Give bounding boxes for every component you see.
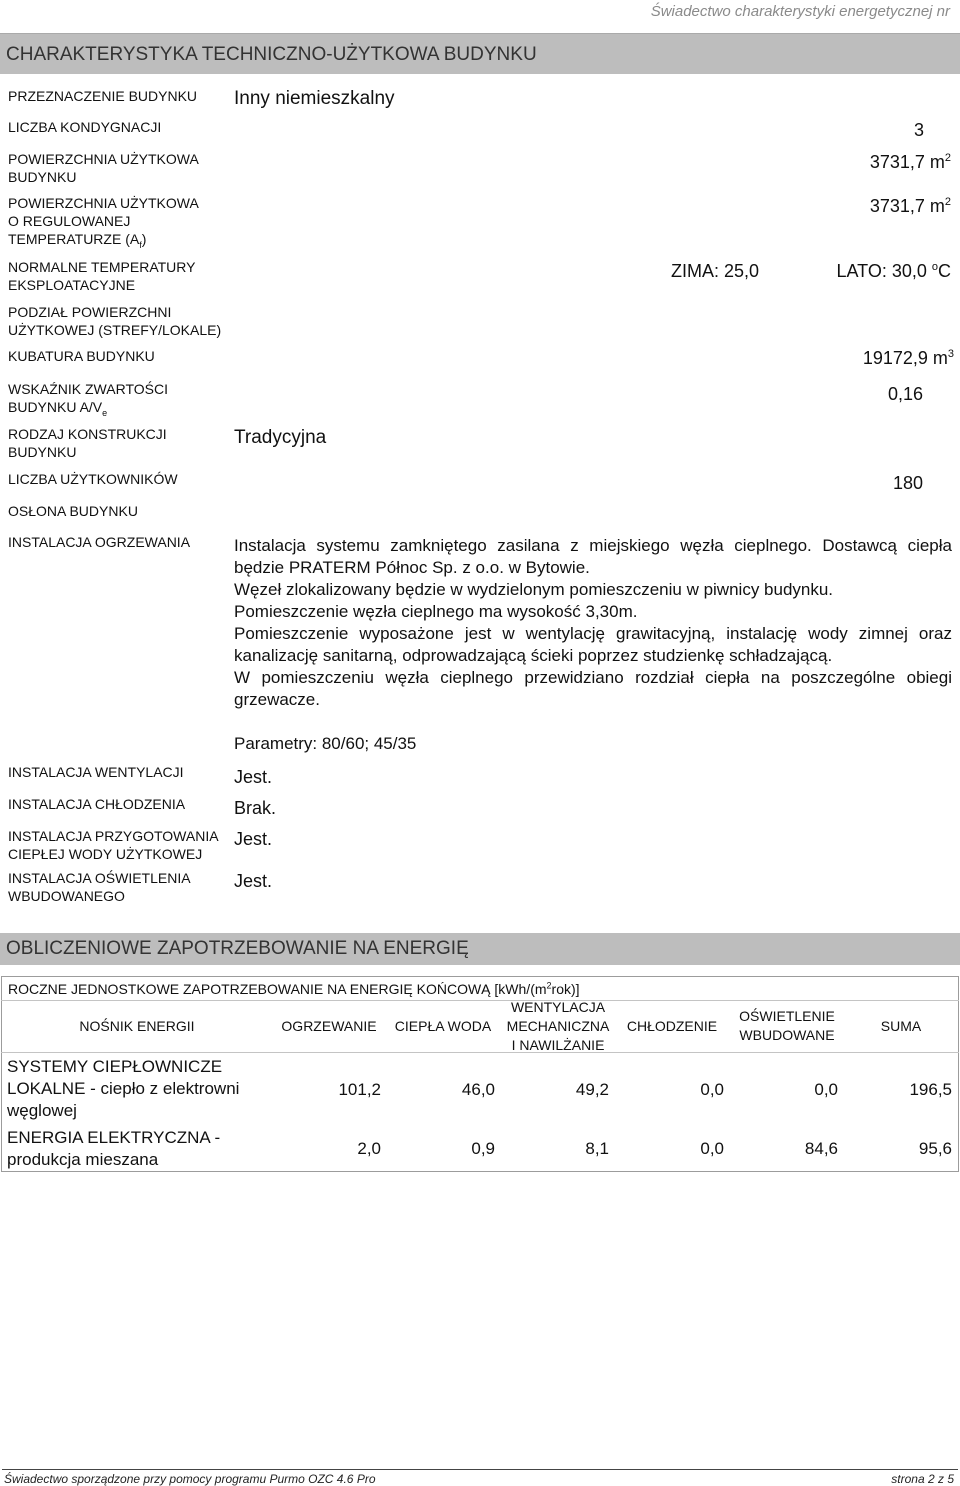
label-temperatury: NORMALNE TEMPERATURY EKSPLOATACYJNE (8, 259, 196, 293)
col-header-nosnik: NOŚNIK ENERGII (79, 1017, 195, 1034)
row1-wentylacja: 49,2 (575, 1080, 609, 1099)
value-kondygnacje: 3 (913, 120, 924, 140)
label-kondygnacje: LICZBA KONDYGNACJI (8, 119, 162, 135)
row1-ciepla-woda: 46,0 (461, 1080, 495, 1099)
row2-chlodzenie: 0,0 (700, 1139, 724, 1158)
value-konstrukcja: Tradycyjna (234, 427, 327, 448)
value-oswietlenie: Jest. (234, 871, 273, 891)
value-zima: ZIMA: 25,0 (671, 261, 760, 281)
table-border-right (958, 976, 959, 1172)
col-header-suma: SUMA (880, 1017, 922, 1034)
label-pow-uzytkowa: POWIERZCHNIA UŻYTKOWA BUDYNKU (8, 151, 199, 185)
row2-ciepla-woda: 0,9 (471, 1139, 495, 1158)
col-header-ciepla-woda: CIEPŁA WODA (394, 1017, 492, 1034)
value-chlodzenie: Brak. (234, 798, 277, 818)
label-oslona: OSŁONA BUDYNKU (8, 503, 138, 519)
table-border-top (1, 976, 959, 977)
value-pow-uzytkowa: 3731,7 $m^2$ (869, 152, 951, 172)
table-border-bottom (1, 1171, 959, 1172)
row1-oswietlenie: 0,0 (814, 1080, 838, 1099)
label-uzytkownicy: LICZBA UŻYTKOWNIKÓW (8, 471, 178, 487)
table-divider-title (1, 1000, 959, 1001)
label-wentylacja: INSTALACJA WENTYLACJI (8, 764, 184, 780)
label-konstrukcja: RODZAJ KONSTRUKCJI BUDYNKU (8, 426, 167, 460)
value-przeznaczenie: Inny niemieszkalny (234, 88, 395, 109)
value-uzytkownicy: 180 (892, 473, 923, 493)
label-wskaznik: WSKAŹNIK ZWARTOŚCI BUDYNKU $A/V_e$ (8, 381, 168, 418)
col-header-chlodzenie: CHŁODZENIE (626, 1017, 718, 1034)
row2-wentylacja: 8,1 (585, 1139, 609, 1158)
value-cwu: Jest. (234, 829, 273, 849)
value-wentylacja: Jest. (234, 767, 273, 787)
label-oswietlenie: INSTALACJA OŚWIETLENIA WBUDOWANEGO (8, 870, 191, 904)
label-kubatura: KUBATURA BUDYNKU (8, 348, 155, 364)
label-przeznaczenie: PRZEZNACZENIE BUDYNKU (8, 88, 198, 104)
col-header-wentylacja: WENTYLACJA MECHANICZNA I NAWILŻANIE (506, 998, 610, 1053)
col-header-oswietlenie: OŚWIETLENIE WBUDOWANE (739, 1008, 835, 1043)
value-kubatura: 19172,9 $m^3$ (862, 348, 954, 368)
row2-ogrzewanie: 2,0 (357, 1139, 381, 1158)
value-pow-regulowana: 3731,7 $m^2$ (869, 196, 951, 216)
footer-page-number: strona 2 z 5 (891, 1472, 954, 1486)
ogrzewanie-description: Instalacja systemu zamkniętego zasilana z miejskiego węzła cieplnego. Dostawcą ciepła będzie PRATERM Północ Sp. z o.o. w Bytowie. Węzeł zlokalizowany będzie w wydzielonym pomieszczeniu w piwnicy budynku. Pomieszczenie węzła cieplnego ma wysokość 3,30m. Pomieszczenie wyposażone jest w wentylację grawitacyjną, instalację wody zimnej oraz kanalizację sanitarną, odprowadzającą ścieki poprzez studzienkę schładzającą. W pomieszczeniu węzła cieplnego przewidziano rozdział ciepła na poszczególne obiegi grzewacze. Parametry: 80/60; 45/35 (234, 536, 952, 753)
row1-chlodzenie: 0,0 (700, 1080, 724, 1099)
footer-rule (2, 1469, 958, 1470)
footer-program-note: Świadectwo sporządzone przy pomocy programu Purmo OZC 4.6 Pro (4, 1472, 376, 1486)
col-header-ogrzewanie: OGRZEWANIE (281, 1017, 377, 1034)
row2-nosnik: ENERGIA ELEKTRYCZNA - produkcja mieszana (7, 1128, 221, 1169)
document-header-title: Świadectwo charakterystyki energetycznej nr (650, 3, 950, 20)
label-podzial: PODZIAŁ POWIERZCHNI UŻYTKOWEJ (STREFY/LOKALE) (8, 304, 222, 338)
section-title-characteristics: CHARAKTERYSTYKA TECHNICZNO-UŻYTKOWA BUDYNKU (0, 33, 960, 74)
row1-suma: 196,5 (909, 1080, 952, 1099)
label-cwu: INSTALACJA PRZYGOTOWANIA CIEPŁEJ WODY UŻYTKOWEJ (8, 828, 219, 862)
section-title-energy-demand: OBLICZENIOWE ZAPOTRZEBOWANIE NA ENERGIĘ (0, 933, 960, 965)
table-divider-header (1, 1052, 959, 1053)
label-pow-regulowana: POWIERZCHNIA UŻYTKOWA O REGULOWANEJ TEMPERATURZE $(A_f)$ (8, 195, 199, 250)
table-title: ROCZNE JEDNOSTKOWE ZAPOTRZEBOWANIE NA ENERGIĘ KOŃCOWĄ $[kWh/(m^2rok)]$ (8, 980, 580, 997)
row2-oswietlenie: 84,6 (804, 1139, 838, 1158)
value-lato: LATO: 30,0 $^o$C (836, 261, 951, 281)
row2-suma: 95,6 (918, 1139, 952, 1158)
value-wskaznik: 0,16 (887, 384, 923, 404)
label-ogrzewanie: INSTALACJA OGRZEWANIA (8, 534, 191, 550)
row1-nosnik: SYSTEMY CIEPŁOWNICZE LOKALNE - ciepło z elektrowni węglowej (7, 1057, 240, 1120)
row1-ogrzewanie: 101,2 (338, 1080, 381, 1099)
label-chlodzenie: INSTALACJA CHŁODZENIA (8, 796, 186, 812)
